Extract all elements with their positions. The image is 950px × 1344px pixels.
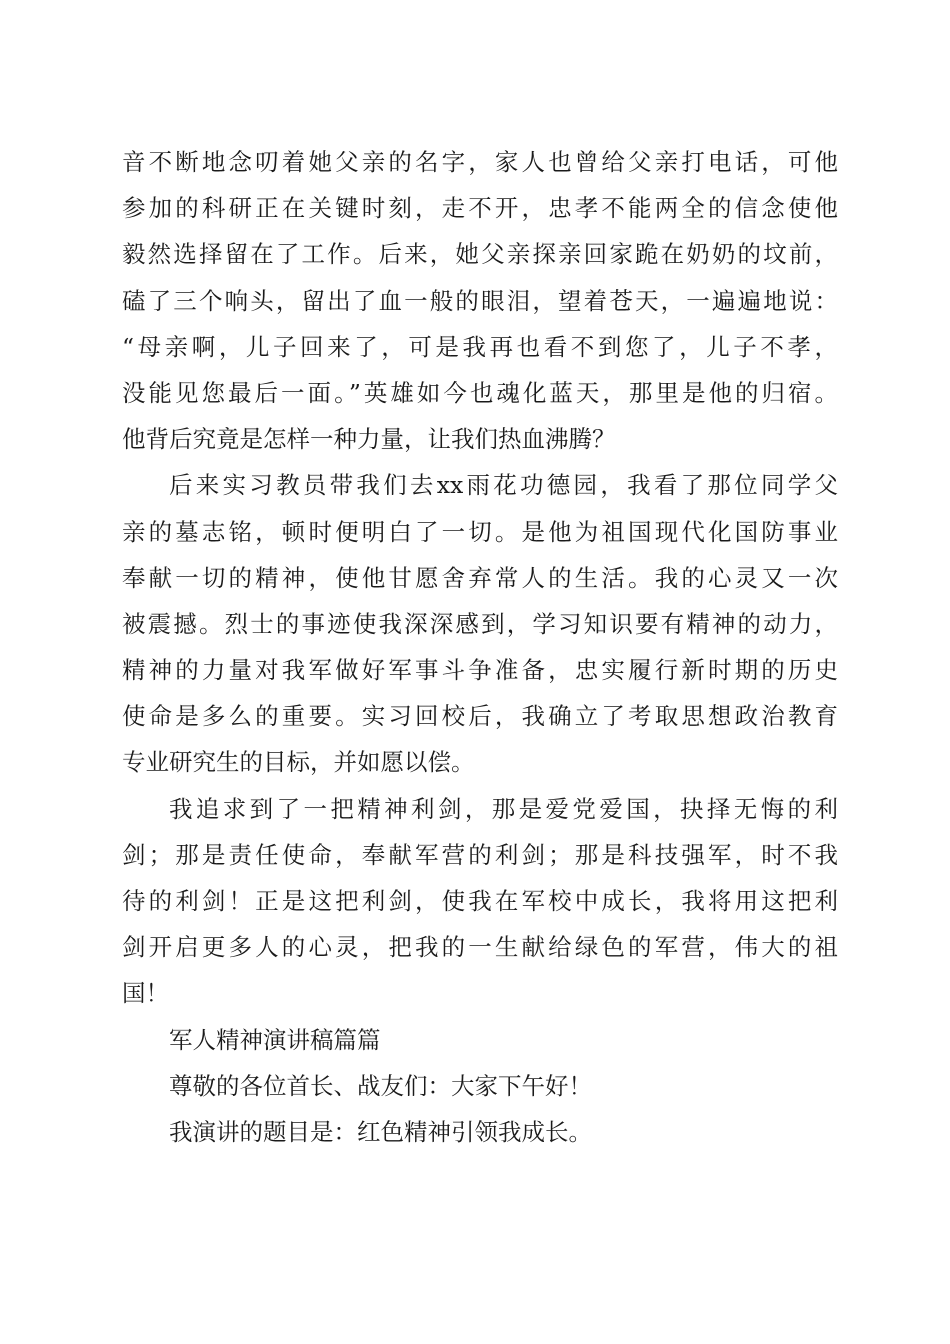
paragraph-first-line: 后来实习教员带我们去xx雨花功德园，我看了那位同学父	[169, 471, 838, 500]
greeting-line: 尊敬的各位首长、战友们：大家下午好！	[169, 1071, 592, 1100]
text-line: 专业研究生的目标，并如愿以偿。	[122, 748, 475, 777]
document-body	[122, 139, 838, 1155]
text-line: 奉献一切的精神，使他甘愿舍弃常人的生活。我的心灵又一次	[122, 563, 838, 592]
text-line: “母亲啊，儿子回来了，可是我再也看不到您了，儿子不孝，	[122, 332, 838, 361]
text-line: 使命是多么的重要。实习回校后，我确立了考取思想政治教育	[122, 702, 838, 731]
text-line: 被震撼。烈士的事迹使我深深感到，学习知识要有精神的动力，	[122, 609, 838, 638]
paragraph-first-line: 我追求到了一把精神利剑，那是爱党爱国，抉择无悔的利	[169, 794, 838, 823]
section-heading: 军人精神演讲稿篇篇	[169, 1025, 381, 1054]
text-line: 亲的墓志铭，顿时便明白了一切。是他为祖国现代化国防事业	[122, 517, 838, 546]
text-line: 国！	[122, 979, 169, 1008]
text-line: 参加的科研正在关键时刻，走不开，忠孝不能两全的信念使他	[122, 194, 838, 223]
text-line: 待的利剑！正是这把利剑，使我在军校中成长，我将用这把利	[122, 887, 838, 915]
text-line: 精神的力量对我军做好军事斗争准备，忠实履行新时期的历史	[122, 656, 838, 685]
text-line: 磕了三个响头，留出了血一般的眼泪，望着苍天，一遍遍地说：	[122, 286, 838, 315]
text-line: 音不断地念叨着她父亲的名字，家人也曾给父亲打电话，可他	[122, 148, 838, 176]
text-line: 剑开启更多人的心灵，把我的一生献给绿色的军营，伟大的祖	[122, 933, 838, 962]
text-line: 剑；那是责任使命，奉献军营的利剑；那是科技强军，时不我	[122, 840, 838, 869]
text-line: 没能见您最后一面。”英雄如今也魂化蓝天，那里是他的归宿。	[122, 378, 838, 407]
text-line: 毅然选择留在了工作。后来，她父亲探亲回家跪在奶奶的坟前，	[122, 240, 838, 269]
text-line: 他背后究竟是怎样一种力量，让我们热血沸腾？	[122, 425, 616, 454]
speech-topic-line: 我演讲的题目是：红色精神引领我成长。	[169, 1117, 592, 1146]
